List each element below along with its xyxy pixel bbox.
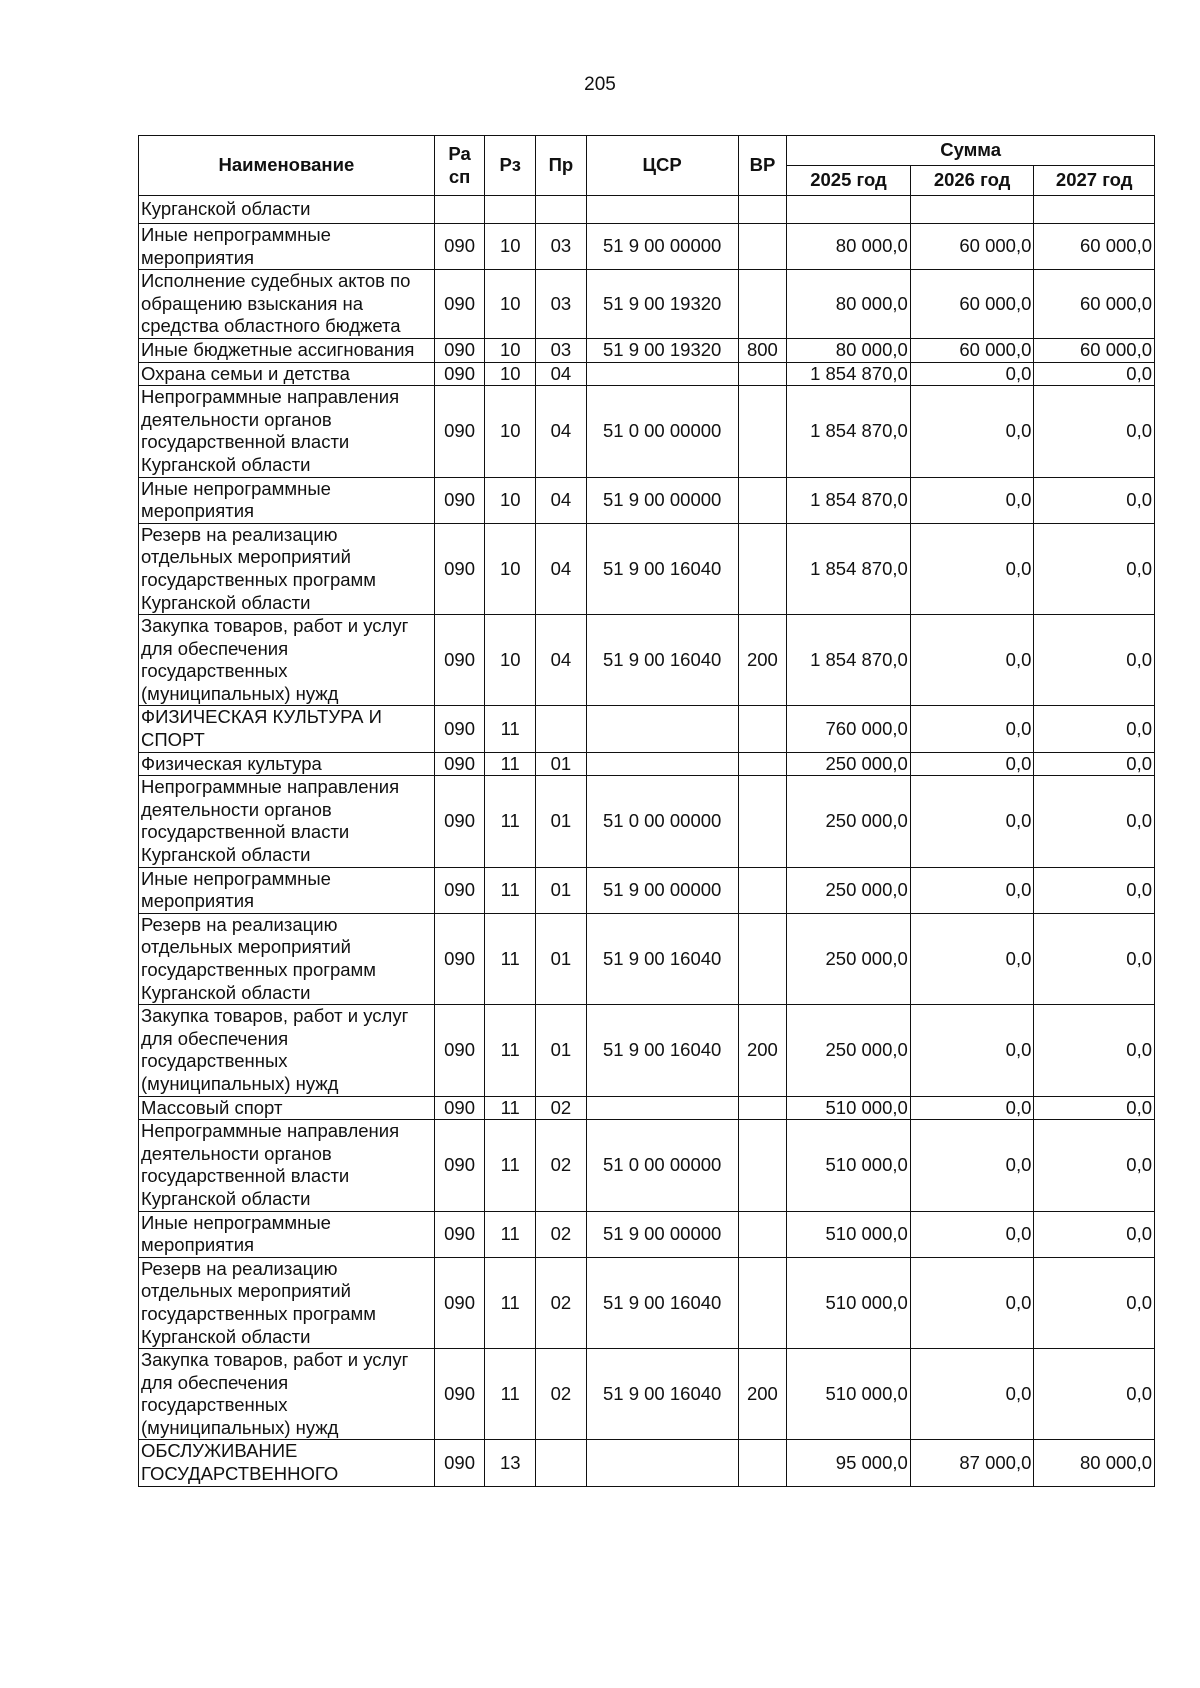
cell-name: Охрана семьи и детства (139, 362, 435, 386)
cell-rz: 11 (485, 1005, 536, 1096)
cell-pr: 04 (536, 386, 587, 477)
cell-rasp: 090 (434, 867, 485, 913)
table-row (139, 523, 1155, 614)
cell-rasp: 090 (434, 615, 485, 706)
col-header-sum: Сумма (787, 136, 1155, 166)
col-header-csr: ЦСР (586, 136, 738, 196)
cell-rz: 10 (485, 477, 536, 523)
cell-year-2027: 60 000,0 (1034, 224, 1155, 270)
cell-csr: 51 0 00 00000 (586, 776, 738, 867)
cell-year-2026: 0,0 (910, 386, 1034, 477)
cell-year-2027: 0,0 (1034, 1349, 1155, 1440)
cell-vr (738, 196, 787, 224)
cell-pr: 01 (536, 1005, 587, 1096)
cell-name: ФИЗИЧЕСКАЯ КУЛЬТУРА И СПОРТ (139, 706, 435, 752)
cell-rasp: 090 (434, 477, 485, 523)
cell-rz: 11 (485, 706, 536, 752)
cell-year-2027: 0,0 (1034, 706, 1155, 752)
cell-rasp: 090 (434, 913, 485, 1004)
cell-year-2027: 0,0 (1034, 386, 1155, 477)
cell-csr (586, 1096, 738, 1120)
cell-year-2027: 0,0 (1034, 867, 1155, 913)
cell-rasp: 090 (434, 776, 485, 867)
cell-year-2025: 510 000,0 (787, 1120, 911, 1211)
cell-rasp: 090 (434, 752, 485, 776)
table-row (139, 706, 1155, 752)
cell-year-2026: 60 000,0 (910, 224, 1034, 270)
cell-rz: 10 (485, 523, 536, 614)
cell-pr: 02 (536, 1349, 587, 1440)
col-header-rasp-top: Ра (448, 142, 471, 164)
cell-rz: 10 (485, 386, 536, 477)
cell-year-2027: 0,0 (1034, 615, 1155, 706)
table-row (139, 1005, 1155, 1096)
cell-pr: 03 (536, 270, 587, 339)
cell-year-2026: 0,0 (910, 362, 1034, 386)
cell-year-2027: 0,0 (1034, 362, 1155, 386)
col-header-vr: ВР (738, 136, 787, 196)
cell-year-2026: 60 000,0 (910, 338, 1034, 362)
cell-csr: 51 0 00 00000 (586, 386, 738, 477)
cell-rasp: 090 (434, 386, 485, 477)
col-header-2027: 2027 год (1034, 166, 1155, 196)
cell-csr (586, 706, 738, 752)
cell-pr: 02 (536, 1257, 587, 1348)
cell-year-2025: 1 854 870,0 (787, 615, 911, 706)
cell-year-2025: 1 854 870,0 (787, 386, 911, 477)
cell-year-2026: 0,0 (910, 1120, 1034, 1211)
cell-csr (586, 196, 738, 224)
cell-year-2025: 1 854 870,0 (787, 523, 911, 614)
cell-year-2025: 510 000,0 (787, 1096, 911, 1120)
cell-pr: 01 (536, 776, 587, 867)
cell-pr: 04 (536, 362, 587, 386)
cell-rasp: 090 (434, 523, 485, 614)
col-header-2026: 2026 год (910, 166, 1034, 196)
cell-name: Закупка товаров, работ и услуг для обеспечения государственных (муниципальных) нужд (139, 1005, 435, 1096)
cell-year-2025 (787, 196, 911, 224)
cell-year-2026: 0,0 (910, 1005, 1034, 1096)
cell-pr: 02 (536, 1211, 587, 1257)
cell-name: ОБСЛУЖИВАНИЕ ГОСУДАРСТВЕННОГО (139, 1440, 435, 1486)
table-row (139, 776, 1155, 867)
cell-year-2026: 0,0 (910, 776, 1034, 867)
cell-year-2027: 0,0 (1034, 776, 1155, 867)
cell-year-2026: 87 000,0 (910, 1440, 1034, 1486)
cell-vr (738, 386, 787, 477)
cell-name: Резерв на реализацию отдельных мероприятий государственных программ Курганской области (139, 913, 435, 1004)
cell-vr (738, 1257, 787, 1348)
cell-rz: 10 (485, 224, 536, 270)
cell-vr (738, 270, 787, 339)
cell-vr (738, 1440, 787, 1486)
cell-rz: 13 (485, 1440, 536, 1486)
cell-name: Исполнение судебных актов по обращению взыскания на средства областного бюджета (139, 270, 435, 339)
header-row (139, 136, 1155, 166)
cell-csr: 51 9 00 16040 (586, 1005, 738, 1096)
cell-csr: 51 9 00 16040 (586, 1257, 738, 1348)
cell-year-2027: 0,0 (1034, 1005, 1155, 1096)
cell-year-2025: 250 000,0 (787, 752, 911, 776)
cell-name: Непрограммные направления деятельности органов государственной власти Курганской области (139, 776, 435, 867)
cell-name: Иные непрограммные мероприятия (139, 477, 435, 523)
cell-year-2026: 0,0 (910, 1349, 1034, 1440)
cell-rasp: 090 (434, 362, 485, 386)
cell-csr: 51 9 00 16040 (586, 913, 738, 1004)
page-number: 205 (584, 74, 616, 95)
cell-pr (536, 196, 587, 224)
cell-rz: 10 (485, 362, 536, 386)
cell-year-2027: 0,0 (1034, 1257, 1155, 1348)
cell-year-2026: 0,0 (910, 1257, 1034, 1348)
table-row (139, 867, 1155, 913)
table-row (139, 386, 1155, 477)
cell-vr (738, 752, 787, 776)
cell-year-2026: 0,0 (910, 477, 1034, 523)
cell-year-2026: 0,0 (910, 867, 1034, 913)
table-row (139, 913, 1155, 1004)
cell-pr: 01 (536, 913, 587, 1004)
cell-vr (738, 867, 787, 913)
cell-year-2027: 60 000,0 (1034, 338, 1155, 362)
cell-rz (485, 196, 536, 224)
table-row (139, 1257, 1155, 1348)
cell-name: Массовый спорт (139, 1096, 435, 1120)
cell-year-2026: 0,0 (910, 913, 1034, 1004)
cell-year-2025: 250 000,0 (787, 913, 911, 1004)
cell-csr: 51 9 00 00000 (586, 224, 738, 270)
cell-csr: 51 9 00 00000 (586, 1211, 738, 1257)
cell-vr: 800 (738, 338, 787, 362)
cell-year-2027: 0,0 (1034, 477, 1155, 523)
table-row (139, 1211, 1155, 1257)
cell-csr (586, 752, 738, 776)
cell-rz: 10 (485, 270, 536, 339)
table-row (139, 1440, 1155, 1486)
cell-year-2026: 60 000,0 (910, 270, 1034, 339)
cell-rz: 11 (485, 1349, 536, 1440)
cell-pr: 04 (536, 615, 587, 706)
cell-vr (738, 1096, 787, 1120)
cell-year-2025: 1 854 870,0 (787, 362, 911, 386)
cell-name: Непрограммные направления деятельности органов государственной власти Курганской области (139, 386, 435, 477)
cell-csr: 51 9 00 00000 (586, 477, 738, 523)
cell-csr: 51 9 00 19320 (586, 338, 738, 362)
cell-csr (586, 1440, 738, 1486)
col-header-rasp (434, 136, 485, 196)
cell-rasp (434, 196, 485, 224)
cell-year-2027: 0,0 (1034, 752, 1155, 776)
cell-vr (738, 706, 787, 752)
cell-year-2025: 1 854 870,0 (787, 477, 911, 523)
cell-vr (738, 477, 787, 523)
cell-rasp: 090 (434, 224, 485, 270)
col-header-name: Наименование (139, 136, 435, 196)
budget-table (138, 135, 1155, 1487)
cell-year-2027: 0,0 (1034, 1211, 1155, 1257)
cell-rz: 11 (485, 867, 536, 913)
table-row (139, 270, 1155, 339)
cell-year-2027: 60 000,0 (1034, 270, 1155, 339)
cell-year-2026: 0,0 (910, 615, 1034, 706)
cell-vr: 200 (738, 1349, 787, 1440)
cell-rz: 10 (485, 615, 536, 706)
cell-vr (738, 362, 787, 386)
cell-csr: 51 9 00 16040 (586, 615, 738, 706)
cell-rz: 11 (485, 752, 536, 776)
cell-name: Иные непрограммные мероприятия (139, 867, 435, 913)
cell-vr (738, 1120, 787, 1211)
cell-year-2027: 0,0 (1034, 913, 1155, 1004)
cell-rz: 11 (485, 1120, 536, 1211)
cell-vr: 200 (738, 1005, 787, 1096)
cell-pr: 04 (536, 477, 587, 523)
cell-vr (738, 913, 787, 1004)
table-row (139, 196, 1155, 224)
cell-rz: 11 (485, 1257, 536, 1348)
cell-year-2027: 0,0 (1034, 1096, 1155, 1120)
table-row (139, 615, 1155, 706)
cell-rasp: 090 (434, 706, 485, 752)
cell-year-2026: 0,0 (910, 752, 1034, 776)
cell-year-2027 (1034, 196, 1155, 224)
cell-vr (738, 523, 787, 614)
cell-rz: 11 (485, 1211, 536, 1257)
cell-year-2027: 0,0 (1034, 523, 1155, 614)
cell-pr: 03 (536, 224, 587, 270)
cell-rasp: 090 (434, 1257, 485, 1348)
table-row (139, 362, 1155, 386)
col-header-pr: Пр (536, 136, 587, 196)
cell-csr: 51 9 00 00000 (586, 867, 738, 913)
cell-name: Иные непрограммные мероприятия (139, 224, 435, 270)
cell-year-2025: 80 000,0 (787, 338, 911, 362)
cell-name: Непрограммные направления деятельности органов государственной власти Курганской области (139, 1120, 435, 1211)
cell-name: Резерв на реализацию отдельных мероприятий государственных программ Курганской области (139, 1257, 435, 1348)
cell-year-2025: 250 000,0 (787, 776, 911, 867)
col-header-2025: 2025 год (787, 166, 911, 196)
cell-vr (738, 1211, 787, 1257)
cell-rasp: 090 (434, 1005, 485, 1096)
cell-year-2025: 510 000,0 (787, 1211, 911, 1257)
cell-year-2026 (910, 196, 1034, 224)
cell-rasp: 090 (434, 1096, 485, 1120)
cell-year-2025: 80 000,0 (787, 270, 911, 339)
cell-rasp: 090 (434, 1440, 485, 1486)
cell-rasp: 090 (434, 270, 485, 339)
cell-year-2027: 80 000,0 (1034, 1440, 1155, 1486)
cell-name: Иные непрограммные мероприятия (139, 1211, 435, 1257)
cell-pr: 02 (536, 1096, 587, 1120)
cell-vr (738, 224, 787, 270)
cell-year-2026: 0,0 (910, 1096, 1034, 1120)
cell-pr: 01 (536, 867, 587, 913)
col-header-rasp-bottom: сп (448, 165, 471, 187)
cell-pr (536, 1440, 587, 1486)
table-row (139, 752, 1155, 776)
cell-year-2027: 0,0 (1034, 1120, 1155, 1211)
cell-csr: 51 0 00 00000 (586, 1120, 738, 1211)
cell-year-2025: 510 000,0 (787, 1257, 911, 1348)
cell-pr: 04 (536, 523, 587, 614)
table-row (139, 477, 1155, 523)
cell-csr: 51 9 00 16040 (586, 1349, 738, 1440)
table-row (139, 224, 1155, 270)
cell-csr (586, 362, 738, 386)
cell-name: Резерв на реализацию отдельных мероприятий государственных программ Курганской области (139, 523, 435, 614)
cell-rasp: 090 (434, 338, 485, 362)
cell-year-2026: 0,0 (910, 1211, 1034, 1257)
table-row (139, 1120, 1155, 1211)
cell-name: Иные бюджетные ассигнования (139, 338, 435, 362)
cell-name: Закупка товаров, работ и услуг для обеспечения государственных (муниципальных) нужд (139, 1349, 435, 1440)
cell-year-2025: 80 000,0 (787, 224, 911, 270)
cell-year-2025: 510 000,0 (787, 1349, 911, 1440)
cell-year-2026: 0,0 (910, 523, 1034, 614)
cell-year-2025: 760 000,0 (787, 706, 911, 752)
cell-name: Курганской области (139, 196, 435, 224)
table-row (139, 1096, 1155, 1120)
cell-rasp: 090 (434, 1211, 485, 1257)
cell-pr: 01 (536, 752, 587, 776)
cell-rz: 11 (485, 1096, 536, 1120)
cell-name: Физическая культура (139, 752, 435, 776)
cell-rz: 10 (485, 338, 536, 362)
table-row (139, 1349, 1155, 1440)
cell-year-2025: 95 000,0 (787, 1440, 911, 1486)
cell-csr: 51 9 00 19320 (586, 270, 738, 339)
cell-vr: 200 (738, 615, 787, 706)
cell-pr (536, 706, 587, 752)
cell-name: Закупка товаров, работ и услуг для обеспечения государственных (муниципальных) нужд (139, 615, 435, 706)
cell-csr: 51 9 00 16040 (586, 523, 738, 614)
cell-rz: 11 (485, 913, 536, 1004)
cell-pr: 02 (536, 1120, 587, 1211)
table-body (139, 196, 1155, 1487)
cell-rasp: 090 (434, 1120, 485, 1211)
col-header-rz: Рз (485, 136, 536, 196)
cell-year-2025: 250 000,0 (787, 867, 911, 913)
cell-rasp: 090 (434, 1349, 485, 1440)
table-row (139, 338, 1155, 362)
cell-year-2025: 250 000,0 (787, 1005, 911, 1096)
cell-pr: 03 (536, 338, 587, 362)
cell-rz: 11 (485, 776, 536, 867)
cell-vr (738, 776, 787, 867)
cell-year-2026: 0,0 (910, 706, 1034, 752)
